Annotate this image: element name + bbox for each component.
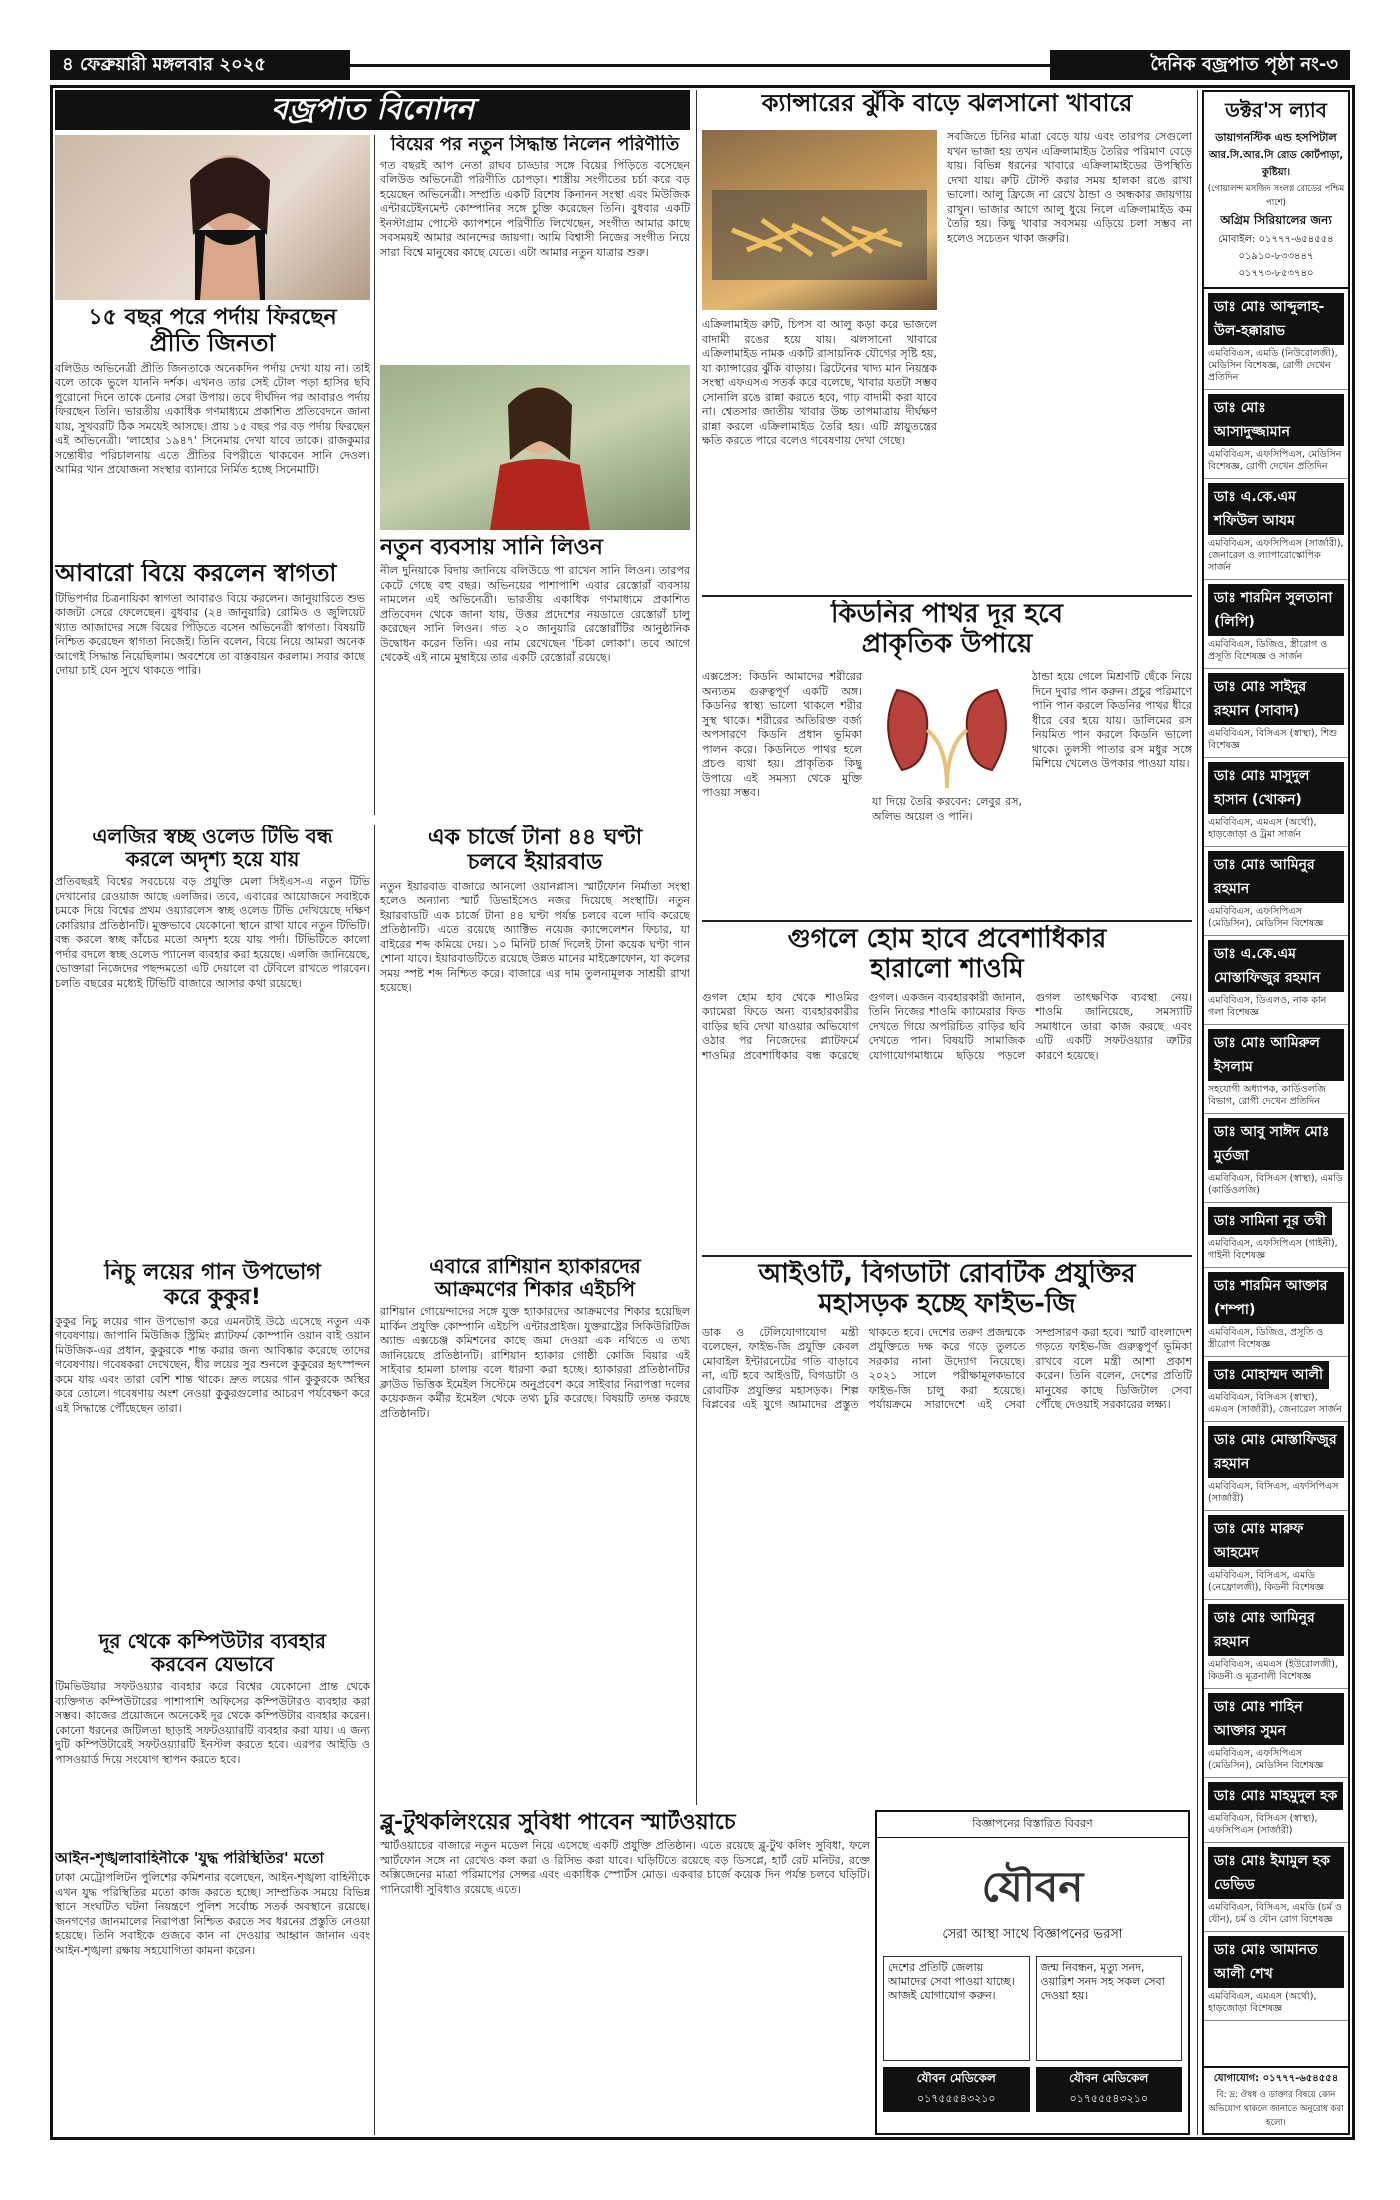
cancer-body-right: সবজিতে চিনির মাত্রা বেড়ে যায় এবং তারপর সেগুলো যখন ভাজা হয় তখন এক্রিলামাইড তৈরির পরিমাণ বেড়ে যায়। বিভিন্ন ধরনের খাবারে এক্রিলামাইডের উপস্থিতি দেখা যায়। রুটি টোস্ট করার সময় হালকা রঙে রাখা ভালো। আলু ফ্রিজে না রেখে ঠান্ডা ও অন্ধকার জায়গায় রাখুন। ভাজার আগে আলু ধুয়ে নিলে এক্রিলামাইড কম তৈরি হয়। কিছু খাবার সবসময় এড়িয়ে চলা সম্ভব না হলেও সচেতন থাকা জরুরি।: [947, 130, 1192, 245]
header-divider: [350, 64, 1050, 67]
doctor-info: এমবিবিএস, এফসিপিএস (গাইনী), গাইনী বিশেষজ্ঞ: [1208, 1238, 1338, 1261]
bluetooth-body: স্মার্টওয়াচের বাজারে নতুন মডেল নিয়ে এসেছে একটি প্রযুক্তি প্রতিষ্ঠান। এতে রয়েছে ব্লু-টুথ কলিং সুবিধা, ফলে স্মার্টফোন সঙ্গে না রেখেও কল করা ও রিসিভ করা যাবে। ঘড়িটিতে রয়েছে বড় ডিসপ্লে, হার্ট রেট মনিটর, রক্তে অক্সিজেনের মাত্রা পরিমাপের সেন্সর এবং একাধিক স্পোর্টস মোড। একবার চার্জে কয়েক দিন পর্যন্ত চলবে ঘড়িটি। পানিরোধী সুবিধাও রয়েছে এতে।: [380, 1839, 870, 1896]
hacker-article: [380, 1255, 690, 1800]
clinic-address: আর.সি.আর.সি রোড কোর্টপাড়া, কুষ্টিয়া।: [1208, 150, 1344, 178]
ad-brand: যৌবন: [981, 1862, 1084, 1911]
fiveg-article: [702, 1260, 1192, 1805]
google-article: [702, 925, 1192, 1250]
doctor-entry: [1204, 758, 1348, 847]
doctor-info: এমবিবিএস, এফসিপিএস (মেডিসিন), মেডিসিন বিশেষজ্ঞ: [1208, 1748, 1324, 1771]
doctor-info: এমবিবিএস, ডিএলও, নাক কান গলা বিশেষজ্ঞ: [1208, 995, 1327, 1018]
ad-footer-right: যৌবন মেডিকেল: [1069, 2071, 1149, 2085]
doctor-name: ডাঃ এ.কে.এম মোস্তাফিজুর রহমান: [1208, 940, 1344, 992]
doctor-entry: [1204, 479, 1348, 580]
doctor-name: ডাঃ মোঃ সাইদুর রহমান (সাবাদ): [1208, 673, 1344, 725]
doctor-entry: [1204, 1357, 1348, 1422]
clinic-note: (গোয়ালন্দ মসজিদ সংলগ্ন রোডের পশ্চিম পাশে): [1207, 184, 1345, 208]
doctor-name: ডাঃ মোহাম্মদ আলী: [1208, 1361, 1329, 1389]
doctor-entry: [1204, 1600, 1348, 1689]
lg-headline-top: এলজির স্বচ্ছ ওলেড টিভি বন্ধ: [92, 825, 333, 848]
date-label: ৪ ফেব্রুয়ারী মঙ্গলবার ২০২৫: [50, 50, 350, 80]
ad-footer-left: যৌবন মেডিকেল: [916, 2071, 996, 2085]
doctor-entry: [1204, 390, 1348, 479]
parineeti-headline: বিয়ের পর নতুন সিদ্ধান্ত নিলেন পরিণীতি: [390, 135, 680, 155]
lg-body: প্রতিবছরই বিশ্বের সবচেয়ে বড় প্রযুক্তি মেলা সিইএস-এ নতুন টিভি দেখানোর রেওয়াজ আছে এলজির। তবে, এবারের আয়োজনে সবাইকে চমকে দিয়ে বিশ্বের প্রথম ওয়্যারলেস স্বচ্ছ ওলেড টিভি দেখিয়েছে দক্ষিণ কোরিয়ার প্রতিষ্ঠানটি। মুক্তভাবে যেকোনো স্থানে রাখা যাবে নতুন টিভিটি। বন্ধ করলে স্বচ্ছ কাঁচের মতো অদৃশ্য হয়ে যায় পর্দা। টিভিটিতে কালো পর্দার বদলে স্বচ্ছ ওলেড প্যানেল ব্যবহার করা হয়েছে। এলজি জানিয়েছে, ভোক্তারা নিজেদের পছন্দমতো এটি দেয়ালে বা টেবিলে রাখতে পারবেন। চলতি বছরের মধ্যেই টিভিটি বাজারে আসার কথা রয়েছে।: [55, 875, 370, 990]
doctor-entry: [1204, 289, 1348, 390]
ad-label: বিজ্ঞাপনের বিস্তারিত বিবরণ: [877, 1812, 1188, 1838]
lg-headline-bottom: করলে অদৃশ্য হয়ে যায়: [125, 847, 300, 871]
kidney-body-left: এক্সপ্রেস: কিডনি আমাদের শরীরের অন্যতম গুরুত্বপূর্ণ একটি অঙ্গ। কিডনির স্বাস্থ্য ভালো থাকলে শরীর সুস্থ থাকে। শরীরের অতিরিক্ত বর্জ্য অপসারণে কিডনি প্রধান ভূমিকা পালন করে। কিডনিতে পাথর হলে প্রচণ্ড ব্যথা হয়। প্রাকৃতিক কিছু উপায়ে এই সমস্যা থেকে মুক্তি পাওয়া সম্ভব।: [702, 670, 862, 799]
dog-headline-bottom: করে কুকুর!: [164, 1285, 261, 1311]
cancer-body-left: এক্রিলামাইড রুটি, চিপস বা আলু কড়া করে ভাজলে বাদামী রঙের হয়ে যায়। ঝলসানো খাবারে এক্রিলামাইড নামক একটি রাসায়নিক যৌগের সৃষ্টি হয়, যা ক্যান্সারের ঝুঁকি বাড়ায়। ব্রিটেনের খাদ্য মান নিয়ন্ত্রক সংস্থা এফএসএ সতর্ক করে বলেছে, খাবার যতটা সম্ভব সোনালি রঙে রান্না করতে হবে, গাঢ় বাদামী করা যাবে না। শ্বেতসার জাতীয় খাবার উচ্চ তাপমাত্রায় দীর্ঘক্ষণ রান্না করলে এক্রিলামাইড তৈরি হয়। এটি স্নায়ুতন্ত্রের ক্ষতি করতে পারে বলেও গবেষণায় দেখা গেছে।: [702, 318, 937, 447]
hacker-body: রাশিয়ান গোয়েন্দাদের সঙ্গে যুক্ত হ্যাকারদের আক্রমণের শিকার হয়েছিল মার্কিন প্রযুক্তি কোম্পানি এইচপি এন্টারপ্রাইজ। যুক্তরাষ্ট্রের সিকিউরিটিজ অ্যান্ড এক্সচেঞ্জ কমিশনের কাছে জমা দেওয়া এক নথিতে এ তথ্য জানিয়েছে প্রতিষ্ঠানটি। রাশিয়ান হ্যাকার গোষ্ঠী কোজি বিয়ার এই সাইবার হামলা চালায় বলে ধারণা করা হচ্ছে। হ্যাকাররা প্রতিষ্ঠানটির ক্লাউড ভিত্তিক ইমেইল সিস্টেমে অনুপ্রবেশ করে সাইবার নিরাপত্তা দলের কয়েকজন কর্মীর ইমেইল থেকে তথ্য চুরি করেছে। বিষয়টি তদন্ত করছে প্রতিষ্ঠানটি।: [380, 1305, 690, 1420]
doctor-entry: [1204, 1268, 1348, 1357]
police-headline: আইন-শৃঙ্খলাবাহিনীকে 'যুদ্ধ পরিস্থিতির' মতো: [55, 1850, 324, 1867]
doctor-info: এমবিবিএস, বিসিএস, এমডি (চর্ম ও যৌন), চর্ম ও যৌন রোগ বিশেষজ্ঞ: [1208, 1902, 1342, 1925]
page-header: [50, 50, 1350, 80]
doctor-entry: [1204, 936, 1348, 1025]
doctor-info: এমবিবিএস, ডিজিও, প্রসূতি ও স্ত্রীরোগ বিশেষজ্ঞ: [1208, 1327, 1324, 1350]
earbuds-headline-bottom: চলবে ইয়ারবাড: [467, 850, 603, 876]
cancer-headline: ক্যান্সারের ঝুঁকি বাড়ে ঝলসানো খাবারে: [761, 90, 1133, 117]
doctor-entry: [1204, 669, 1348, 758]
sunny-headline: নতুন ব্যবসায় সানি লিওন: [380, 535, 603, 560]
clinic-subtitle: ডায়াগনস্টিক এন্ড হসপিটাল: [1215, 131, 1337, 144]
ad-right-body: জন্ম নিবন্ধন, মৃত্যু সনদ, ওয়ারিশ সনদ সহ সকল সেবা দেওয়া হয়।: [1036, 1956, 1183, 2061]
clinic-phones[interactable]: মোবাইল: ০১৭৭৭-৬৫৪৫৫৪ ০১৯১০-৮৩৩৪৪৭ ০১৭৭৩-৮৫৩৭৪০: [1218, 234, 1334, 279]
google-body: গুগল হোম হাব থেকে শাওমির ক্যামেরা ফিডে অন্য ব্যবহারকারীর বাড়ির ছবি দেখা যাওয়ার অভিযোগ ওঠার পর নিজেদের প্ল্যাটফর্মে শাওমির প্রবেশাধিকার বন্ধ করেছে গুগল। একজন ব্যবহারকারী জানান, তিনি নিজের শাওমি ক্যামেরার ফিড দেখতে গিয়ে অপরিচিত বাড়ির ছবি দেখতে পান। বিষয়টি সামাজিক যোগাযোগমাধ্যমে ছড়িয়ে পড়লে গুগল তাৎক্ষণিক ব্যবস্থা নেয়। শাওমি জানিয়েছে, সমস্যাটি সমাধানে তারা কাজ করছে এবং এটি একটি সফটওয়্যার ত্রুটির কারণে হয়েছে।: [702, 990, 1192, 1062]
preity-article: [55, 305, 370, 555]
doctor-name: ডাঃ মোঃ আমানত আলী শেখ: [1208, 1936, 1344, 1988]
lg-article: [55, 825, 370, 1250]
remote-article: [55, 1630, 370, 1840]
police-article: [55, 1850, 370, 2135]
doctor-info: এমবিবিএস, বিসিএস (স্বাস্থ্য), এমডি (কার্ডিওলজি): [1208, 1173, 1343, 1196]
doctor-list: [1204, 289, 1348, 2021]
swagata-headline: আবারো বিয়ে করলেন স্বাগতা: [55, 560, 337, 587]
doctor-name: ডাঃ মোঃ আব্দুলাহ-উল-হক্কারাভ: [1208, 293, 1344, 345]
dog-article: [55, 1260, 370, 1620]
section-banner: বজ্রপাত বিনোদন: [55, 90, 690, 130]
fiveg-headline-top: আইওটি, বিগডাটা রোবটিক প্রযুক্তির: [758, 1260, 1136, 1289]
remote-headline-bottom: করবেন যেভাবে: [151, 1652, 274, 1676]
doctor-info: এমবিবিএস, ডিজিও, স্ত্রীরোগ ও প্রসূতি বিশেষজ্ঞ ও সার্জন: [1208, 639, 1328, 662]
swagata-body: টিভিপর্দার চিত্রনায়িকা স্বাগতা আবারও বিয়ে করলেন। জানুয়ারিতে শুভ কাজটা সেরে ফেলেছেন। বুধবার (২৪ জানুয়ারি) রোমিও ও জুলিয়েট খ্যাত আজাদের সঙ্গে বিয়ের পিঁড়িতে বসেন অভিনেত্রী স্বাগতা। বিষয়টি নিশ্চিত করেছেন স্বাগতা নিজেই। তিনি বলেন, বিয়ে নিয়ে আমরা অনেক আগেই সিদ্ধান্ত নিয়েছিলাম। অবশেষে তা বাস্তবায়ন করলাম। সবার কাছে দোয়া চাই যেন সুখে থাকতে পারি।: [55, 591, 365, 678]
parineeti-article: [380, 135, 690, 360]
advertisement[interactable]: [875, 1810, 1190, 2135]
kidney-article: [702, 600, 1192, 915]
doctor-entry: [1204, 1932, 1348, 2021]
earbuds-article: [380, 825, 690, 1245]
doctor-name: ডাঃ মোঃ মোস্তাফিজুর রহমান: [1208, 1426, 1344, 1478]
fiveg-body: ডাক ও টেলিযোগাযোগ মন্ত্রী বলেছেন, ফাইভ-জি প্রযুক্তি কেবল মোবাইল ইন্টারনেটের গতি বাড়াবে না, এটি হবে আইওটি, বিগডাটা ও রোবটিক প্রযুক্তির মহাসড়ক। শিল্প বিপ্লবের এই যুগে আমাদের প্রস্তুত থাকতে হবে। দেশের তরুণ প্রজন্মকে প্রযুক্তিতে দক্ষ করে গড়ে তুলতে সরকার নানা উদ্যোগ নিয়েছে। ২০২১ সালে পরীক্ষামূলকভাবে ফাইভ-জি চালু করা হয়েছে। পর্যায়ক্রমে সারাদেশে এই সেবা সম্প্রসারণ করা হবে। স্মার্ট বাংলাদেশ গড়তে ফাইভ-জি গুরুত্বপূর্ণ ভূমিকা রাখবে বলে মন্ত্রী আশা প্রকাশ করেন। তিনি বলেন, দেশের প্রতিটি মানুষের কাছে ডিজিটাল সেবা পৌঁছে দেওয়াই সরকারের লক্ষ্য।: [702, 1325, 1192, 1412]
col-divider: [1197, 90, 1198, 2135]
sunny-photo: [380, 365, 690, 530]
doctor-info: এমবিবিএস, এফসিপিএস (সার্জারী), জেনারেল ও ল্যাপারোস্কোপিক সার্জন: [1208, 538, 1344, 573]
doctor-info: এমবিবিএস, এফসিপিএস (মেডিসিন), মেডিসিন বিশেষজ্ঞ: [1208, 906, 1324, 929]
doctor-info: এমবিবিএস, এফসিপিএস, মেডিসিন বিশেষজ্ঞ, রোগী দেখেন প্রতিদিন: [1208, 449, 1342, 472]
google-headline-bottom: হারালো শাওমি: [870, 953, 1024, 984]
ad-tagline: সেরা আস্থা সাথে বিজ্ঞাপনের ভরসা: [942, 1927, 1123, 1942]
doctor-name: ডাঃ সামিনা নূর তন্বী: [1208, 1207, 1332, 1235]
preity-body: বলিউড অভিনেত্রী প্রীতি জিনতাকে অনেকদিন পর্দায় দেখা যায় না। তাই বলে তাকে ভুলে যাননি দর্শক। এখনও তার সেই টোল পড়া হাসির ছবি পুরোনো দিনে তাকে চেনার সেরা উপায়। তবে দীর্ঘদিন পর আবারও পর্দায় ফিরছেন তিনি। ভারতীয় একাধিক গণমাধ্যমে প্রকাশিত প্রতিবেদনে জানা যায়, সুখবরটি ঠিক সময়েই আসছে। প্রায় ১৫ বছর পর বড় পর্দায় ফিরছেন এই অভিনেত্রী। 'লাহোর ১৯৪৭' সিনেমায় দেখা যাবে তাকে। রাজকুমার সন্তোষীর পরিচালনায় এতে প্রীতির বিপরীতে থাকবেন সানি দেওল। আমির খান প্রযোজনা সংস্থার ব্যানারে নির্মিত হচ্ছে সিনেমাটি।: [55, 361, 370, 477]
earbuds-body: নতুন ইয়ারবাড বাজারে আনলো ওয়ানপ্লাস। স্মার্টফোন নির্মাতা সংস্থা হলেও অন্যান্য স্মার্ট ডিভাইসেও নজর দিয়েছে সংস্থাটি। নতুন ইয়ারবাডটি এক চার্জে টানা ৪৪ ঘণ্টা পর্যন্ত চলবে বলে দাবি করেছে প্রতিষ্ঠানটি। এতে রয়েছে অ্যাক্টিভ নয়েজ ক্যান্সেলেশন ফিচার, যা বাইরের শব্দ কমিয়ে দেয়। ১০ মিনিট চার্জ দিলেই টানা কয়েক ঘণ্টা গান শোনা যাবে। ইয়ারবাডটিতে রয়েছে উন্নত মানের মাইক্রোফোন, যা কলের সময় স্পষ্ট শব্দ নিশ্চিত করে। বাজারে এর দাম তুলনামূলক সাশ্রয়ী রাখা হয়েছে।: [380, 879, 690, 995]
doctor-info: এমবিবিএস, এমএস (অর্থো), হাড়জোড়া বিশেষজ্ঞ: [1208, 1991, 1317, 2014]
doctor-entry: [1204, 1843, 1348, 1932]
page-label: দৈনিক বজ্রপাত পৃষ্ঠা নং-৩: [1050, 50, 1350, 80]
bluetooth-article: [380, 1810, 870, 2135]
cancer-article: [702, 90, 1192, 590]
section-divider: [702, 920, 1192, 922]
dog-body: কুকুর নিচু লয়ের গান উপভোগ করে এমনটাই উঠে এসেছে নতুন এক গবেষণায়। জাপানি মিউজিক স্ট্রিমিং প্ল্যাটফর্ম কোম্পানি ওয়ান বাই ওয়ান মিউজিক-এর প্রধান, কুকুরকে শান্ত করার জন্য আবিষ্কার করেছে তাদের গবেষণায়। গবেষকরা দেখেছেন, ধীর লয়ের সুর শুনলে কুকুরের হৃৎস্পন্দন কমে যায় এবং তারা বেশি শান্ত থাকে। দ্রুত লয়ের গান কুকুরকে অস্থির করে তোলে। গবেষণায় অংশ নেওয়া কুকুরগুলোর আচরণ পর্যবেক্ষণ করে এই সিদ্ধান্তে পৌঁছেছেন তারা।: [55, 1314, 370, 1415]
google-headline-top: গুগলে হোম হাবে প্রবেশাধিকার: [787, 925, 1107, 954]
doctor-entry: [1204, 1114, 1348, 1203]
doctor-name: ডাঃ মোঃ মারুফ আহমেদ: [1208, 1515, 1344, 1567]
earbuds-headline-top: এক চার্জে টানা ৪৪ ঘণ্টা: [427, 825, 643, 850]
doctor-entry: [1204, 847, 1348, 936]
doctor-name: ডাঃ এ.কে.এম শফিউল আযম: [1208, 483, 1344, 535]
kidney-illustration: [872, 670, 1022, 790]
doctor-name: ডাঃ শারমিন আক্তার (শম্পা): [1208, 1272, 1344, 1324]
ad-left-body: দেশের প্রতিটি জেলায় আমাদের সেবা পাওয়া যাচ্ছে। আজই যোগাযোগ করুন।: [883, 1956, 1030, 2061]
doctor-name: ডাঃ মোঃ আসাদুজ্জামান: [1208, 394, 1344, 446]
sidebar-footer-phone[interactable]: যোগাযোগ: ০১৭৭৭-৬৫৪৫৫৪: [1213, 2073, 1339, 2084]
clinic-name: ডক্টর'স ল্যাব: [1225, 98, 1327, 122]
section-divider: [702, 1255, 1192, 1257]
doctor-name: ডাঃ মোঃ শাহিন আক্তার সুমন: [1208, 1693, 1344, 1745]
preity-headline-bottom: প্রীতি জিনতা: [149, 329, 276, 358]
kidney-caption: যা দিয়ে তৈরি করবেন: লেবুর রস, অলিভ অয়েল ও পানি।: [872, 795, 1022, 823]
doctor-name: ডাঃ মোঃ মাসুদুল হাসান (খোকন): [1208, 762, 1344, 814]
sidebar-footer-note: বি: দ্র: ঔষধ ও ডাক্তার বিষয়ে কোন অভিযোগ থাকলে জানাতে অনুরোধ করা হলো।: [1208, 2090, 1344, 2128]
ad-phone-right: ০১৭৫৫৫৪৩২১০: [1069, 2092, 1149, 2105]
doctor-info: এমবিবিএস, এমএস (ইউরোলজী), কিডনী ও মূত্রনালী বিশেষজ্ঞ: [1208, 1659, 1338, 1682]
fries-photo: [702, 130, 937, 310]
doctor-entry: [1204, 580, 1348, 669]
doctor-name: ডাঃ মোঃ আমিরুল ইসলাম: [1208, 1029, 1344, 1081]
doctor-info: এমবিবিএস, বিসিএস (স্বাস্থ্য), শিশু বিশেষজ্ঞ: [1208, 728, 1338, 751]
doctor-name: ডাঃ মোঃ ইমামুল হক ডেভিড: [1208, 1847, 1344, 1899]
kidney-body-right: ঠান্ডা হয়ে গেলে মিশ্রণটি ছেঁকে নিয়ে দিনে দুবার পান করুন। প্রচুর পরিমাণে পানি পান করলে কিডনির পাথর ধীরে ধীরে বের হয়ে যায়। ডালিমের রস নিয়মিত পান করলে কিডনি ভালো থাকে। তুলসী পাতার রস মধুর সঙ্গে মিশিয়ে খেলেও উপকার পাওয়া যায়।: [1032, 670, 1192, 770]
hacker-headline-bottom: আক্রমণের শিকার এইচপি: [434, 1277, 636, 1301]
doctor-name: ডাঃ শারমিন সুলতানা (লিপি): [1208, 584, 1344, 636]
hacker-headline-top: এবারে রাশিয়ান হ্যাকারদের: [429, 1255, 641, 1278]
doctor-entry: [1204, 1689, 1348, 1778]
doctor-info: এমবিবিএস, বিসিএস (স্বাস্থ্য), এফসিপিএস (সার্জারী): [1208, 1813, 1318, 1836]
doctor-entry: [1204, 1422, 1348, 1511]
doctor-info: এমবিবিএস, বিসিএস (স্বাস্থ্য), এমএস (সার্জারী), জেনারেল সার্জন: [1208, 1392, 1342, 1415]
sunny-body: নীল দুনিয়াকে বিদায় জানিয়ে বলিউডে পা রাখেন সানি লিওন। তারপর কেটে গেছে বহু বছর। অভিনয়ের পাশাপাশি এবার রেস্তোরাঁ ব্যবসায় নামলেন এই অভিনেত্রী। ভারতীয় একাধিক গণমাধ্যমে প্রকাশিত প্রতিবেদন থেকে জানা যায়, উত্তর প্রদেশের নয়ডাতে রেস্তোরাঁ চালু করেছেন সানি লিওন। গত ২০ জানুয়ারি রেস্তোরাঁটির আনুষ্ঠানিক উদ্বোধন করেন তিনি। এর নাম রেখেছেন 'চিকা লোকা'। তবে আগে থেকেই এই নামে মুম্বাইয়ে তার একটি রেস্তোরাঁ রয়েছে।: [380, 564, 690, 665]
sunny-article: [380, 535, 690, 815]
col-divider: [374, 825, 375, 2135]
preity-headline-top: ১৫ বছর পরে পর্দায় ফিরছেন: [88, 305, 337, 330]
doctor-name: ডাঃ মোঃ আমিনুর রহমান: [1208, 1604, 1344, 1656]
doctor-name: ডাঃ আবু সাঈদ মোঃ মুর্তজা: [1208, 1118, 1344, 1170]
col-divider: [374, 135, 375, 815]
bluetooth-headline: ব্লু-টুথকলিংয়ের সুবিধা পাবেন স্মার্টওয়াচে: [380, 1810, 736, 1835]
doctor-info: সহযোগী অধ্যাপক, কার্ডিওলজি বিভাগ, রোগী দেখেন প্রতিদিন: [1208, 1084, 1326, 1107]
remote-headline-top: দূর থেকে কম্পিউটার ব্যবহার: [98, 1630, 327, 1653]
doctor-info: এমবিবিএস, এমডি (নিউরোলজী), মেডিসিন বিশেষজ্ঞ, রোগী দেখেন প্রতিদিন: [1208, 348, 1338, 383]
doctor-entry: [1204, 1203, 1348, 1268]
preity-photo: [55, 135, 370, 300]
doctor-info: এমবিবিএস, বিসিএস, এমডি (নেফ্রোলজী), কিডনী বিশেষজ্ঞ: [1208, 1570, 1324, 1593]
doctor-entry: [1204, 1778, 1348, 1843]
kidney-headline-bottom: প্রাকৃতিক উপায়ে: [861, 628, 1033, 659]
doctor-entry: [1204, 1511, 1348, 1600]
doctor-info: এমবিবিএস, বিসিএস, এফসিপিএস (সার্জারী): [1208, 1481, 1339, 1504]
kidney-headline-top: কিডনির পাথর দূর হবে: [830, 600, 1064, 629]
clinic-serial: অগ্রিম সিরিয়ালের জন্য: [1220, 213, 1332, 227]
section-divider: [702, 595, 1192, 597]
dog-headline-top: নিচু লয়ের গান উপভোগ: [104, 1260, 321, 1285]
police-body: ঢাকা মেট্রোপলিটন পুলিশের কমিশনার বলেছেন, আইন-শৃঙ্খলা বাহিনীকে এখন যুদ্ধ পরিস্থিতির মতো কাজ করতে হচ্ছে। সাম্প্রতিক সময়ে বিভিন্ন স্থানে সংঘটিত ঘটনা নিয়ন্ত্রণে পুলিশ সর্বোচ্চ সতর্ক অবস্থানে রয়েছে। জনগণের জানমালের নিরাপত্তা নিশ্চিত করতে সব ধরনের প্রস্তুতি নেওয়া হয়েছে। তিনি সবাইকে গুজবে কান না দেওয়ার আহ্বান জানান এবং আইন-শৃঙ্খলা রক্ষায় সহযোগিতা কামনা করেন।: [55, 1871, 370, 1957]
fiveg-headline-bottom: মহাসড়ক হচ্ছে ফাইভ-জি: [818, 1288, 1076, 1319]
doctor-name: ডাঃ মোঃ মাহমুদুল হক: [1208, 1782, 1343, 1810]
doctor-info: এমবিবিএস, এমএস (অর্থো), হাড়জোড়া ও ট্রমা সার্জন: [1208, 817, 1317, 840]
parineeti-body: গত বছরই আপ নেতা রাঘব চাড্ডার সঙ্গে বিয়ের পিঁড়িতে বসেছেন বলিউড অভিনেত্রী পরিণীতি চোপড়া। শাস্ত্রীয় সংগীতের চর্চা করে বড় হয়েছেন অভিনেত্রী। সম্প্রতি একটি বিশেষ কিনানন সংস্থা এবং মিউজিক এন্টারটেইনমেন্ট কোম্পানির সঙ্গে চুক্তি করেছেন তিনি। বুধবার একটি ইনস্টাগ্রাম পোস্টে ক্যাপশনে পরিণীতি লিখেছেন, সংগীত আমার কাছে সবসময়ই আমার আনন্দের জায়গা। আমি বিশ্বাসী নিজের সংগীত নিয়ে সারা বিশ্বে মানুষের কাছে যেতে। এটা আমার নতুন যাত্রার শুরু।: [380, 158, 690, 259]
ad-phone-left: ০১৭৫৫৫৪৩২১০: [916, 2092, 996, 2105]
doctor-entry: [1204, 1025, 1348, 1114]
doctor-name: ডাঃ মোঃ আমিনুর রহমান: [1208, 851, 1344, 903]
clinic-sidebar: [1202, 90, 1350, 2135]
col-divider: [696, 90, 697, 1805]
remote-body: টিমভিউয়ার সফটওয়্যার ব্যবহার করে বিশ্বের যেকোনো প্রান্ত থেকে ব্যক্তিগত কম্পিউটারের পাশাপাশি অফিসের কম্পিউটারও ব্যবহার করা সম্ভব। কাজের প্রয়োজনে অনেকেই দূর থেকে কম্পিউটার ব্যবহার করেন। কোনো ধরনের জটিলতা ছাড়াই সফটওয়্যারটি ব্যবহার করা যায়। এ জন্য দুটি কম্পিউটারেই সফটওয়্যারটি ইনস্টল করতে হবে। এরপর আইডি ও পাসওয়ার্ড দিয়ে সংযোগ স্থাপন করতে হবে।: [55, 1680, 370, 1766]
